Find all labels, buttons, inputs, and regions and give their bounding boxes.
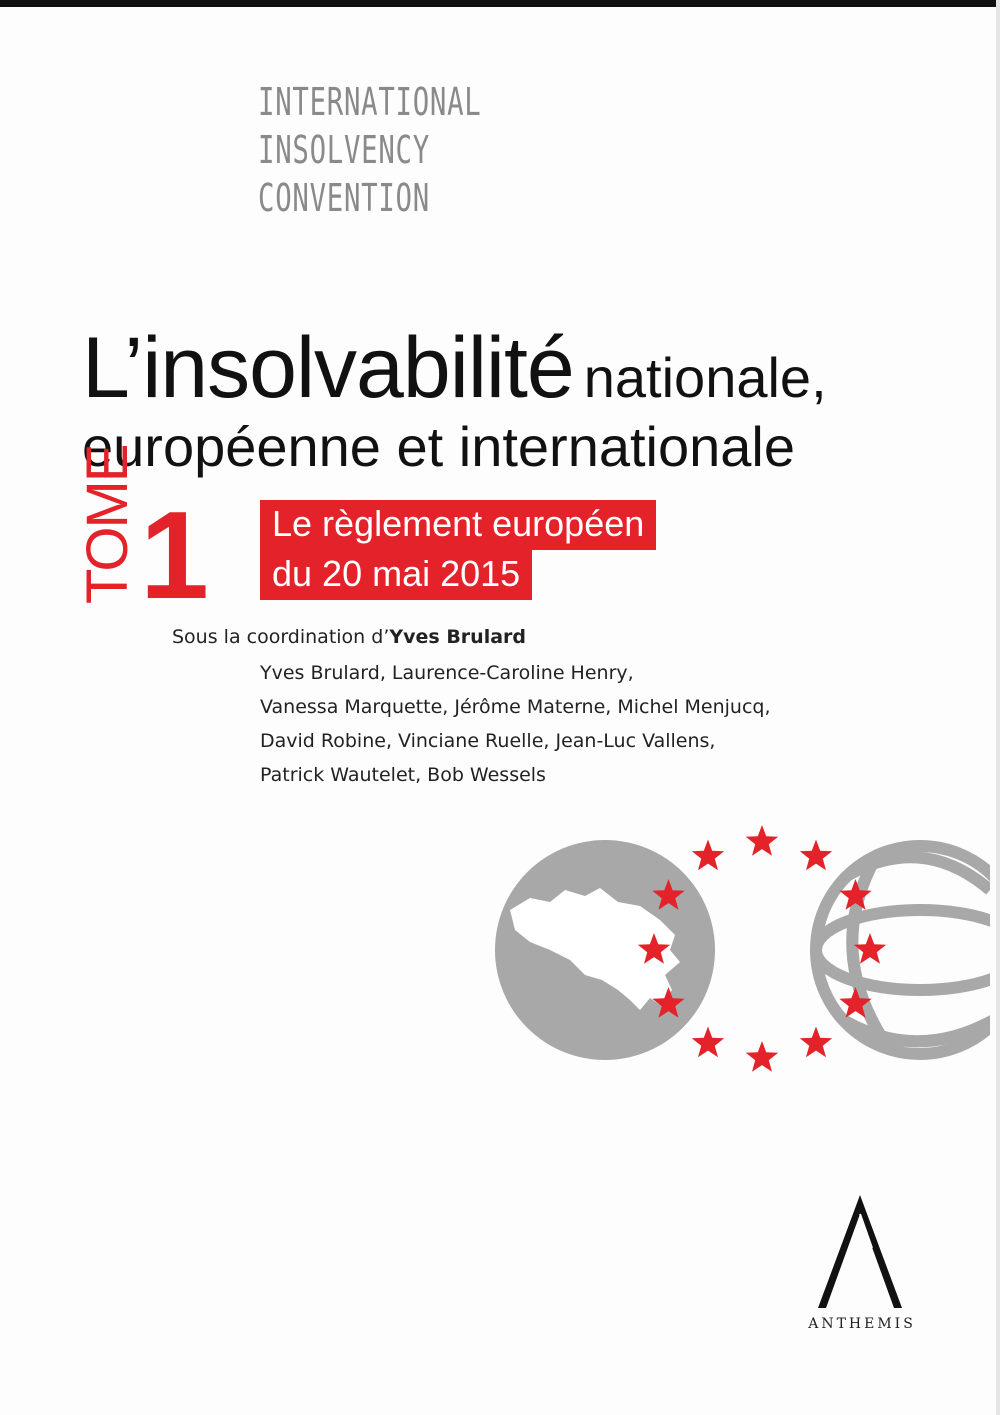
eu-star-icon — [746, 825, 778, 856]
author-line: Patrick Wautelet, Bob Wessels — [260, 764, 546, 786]
coordination-editor: Yves Brulard — [389, 626, 526, 648]
author-line: David Robine, Vinciane Ruelle, Jean-Luc Vallens, — [260, 730, 716, 752]
publisher-name: ANTHEMIS — [808, 1316, 916, 1332]
eu-star-icon — [692, 1027, 724, 1058]
title-line-2: européenne et internationale — [82, 415, 796, 478]
series-line-1: INTERNATIONAL — [258, 80, 482, 124]
series-line-2: INSOLVENCY — [258, 128, 430, 172]
series-title — [258, 78, 568, 222]
coordination-line — [172, 626, 526, 648]
volume-word: TOME — [75, 445, 140, 604]
series-line-3: CONVENTION — [258, 176, 430, 220]
volume-number: 1 — [140, 487, 209, 625]
volume-label — [75, 445, 140, 604]
subtitle-line-2: du 20 mai 2015 — [260, 550, 532, 600]
emblem-illustration — [490, 810, 990, 1100]
author-line: Vanessa Marquette, Jérôme Materne, Michel Menjucq, — [260, 696, 771, 718]
eu-star-icon — [800, 1027, 832, 1058]
coordination-prefix: Sous la coordination d’ — [172, 626, 390, 648]
eu-star-icon — [746, 1041, 778, 1072]
eu-star-icon — [692, 839, 724, 870]
title-main: L’insolvabilité — [82, 320, 574, 416]
right-edge — [996, 0, 1000, 1415]
title-rest: nationale, — [583, 346, 827, 409]
subtitle-line-1: Le règlement européen — [260, 500, 656, 550]
subtitle — [260, 500, 656, 600]
author-list — [260, 656, 771, 792]
belgium-map-globe-icon — [495, 840, 715, 1060]
top-edge — [0, 0, 1000, 7]
eu-star-icon — [800, 839, 832, 870]
world-globe-icon — [816, 846, 990, 1054]
author-line: Yves Brulard, Laurence-Caroline Henry, — [260, 662, 634, 684]
book-title — [82, 320, 827, 478]
title-line-1 — [82, 320, 827, 416]
